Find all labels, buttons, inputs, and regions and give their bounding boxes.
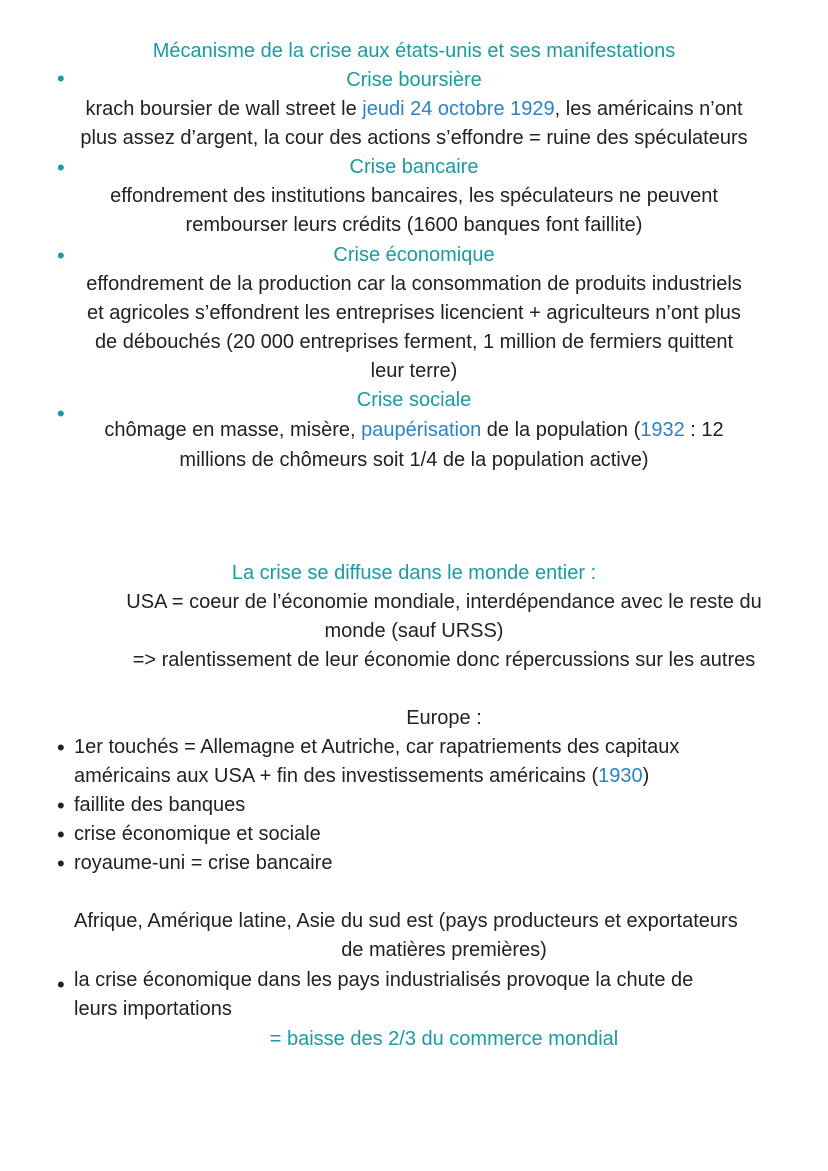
europe-heading: Europe : xyxy=(406,707,482,729)
bullet-dot: • xyxy=(57,793,65,818)
bullet-dot: • xyxy=(57,972,65,997)
section-heading-boursiere: Crise boursière xyxy=(346,69,482,91)
diffusion-text: monde (sauf URSS) xyxy=(324,620,504,642)
europe-bullet-text: crise économique et sociale xyxy=(74,823,321,845)
year-highlight: 1932 xyxy=(640,419,685,441)
europe-bullet-text: faillite des banques xyxy=(74,794,246,816)
section-text: effondrement des institutions bancaires, les spéculateurs ne peuvent xyxy=(110,185,718,207)
date-highlight: jeudi 24 octobre 1929 xyxy=(362,98,555,120)
section-text: et agricoles s’effondrent les entreprises licencient + agriculteurs n’ont plus xyxy=(87,302,741,324)
bullet-dot: • xyxy=(57,822,65,847)
year-highlight: 1930 xyxy=(598,765,643,787)
diffusion-text: USA = coeur de l’économie mondiale, interdépendance avec le reste du xyxy=(126,591,762,613)
section-text: leur terre) xyxy=(370,360,458,382)
page-title: Mécanisme de la crise aux états-unis et ses manifestations xyxy=(152,40,676,62)
bullet-dot: • xyxy=(57,401,65,426)
bullet-dot: • xyxy=(57,155,65,180)
others-bullet-text: leurs importations xyxy=(74,998,232,1020)
others-text: de matières premières) xyxy=(341,939,547,961)
others-bullet-text: la crise économique dans les pays industrialisés provoque la chute de xyxy=(74,969,694,991)
bullet-dot: • xyxy=(57,66,65,91)
europe-bullet-text: royaume-uni = crise bancaire xyxy=(74,852,333,874)
term-highlight: paupérisation xyxy=(361,419,482,441)
bullet-dot: • xyxy=(57,851,65,876)
europe-bullet-text: américains aux USA + fin des investissements américains (1930) xyxy=(74,765,650,787)
others-text: Afrique, Amérique latine, Asie du sud est (pays producteurs et exportateurs xyxy=(74,910,738,932)
section-heading-economique: Crise économique xyxy=(333,244,495,266)
bullet-dot: • xyxy=(57,243,65,268)
section-text: de débouchés (20 000 entreprises ferment, 1 million de fermiers quittent xyxy=(94,331,734,353)
diffusion-text: => ralentissement de leur économie donc répercussions sur les autres xyxy=(132,649,756,671)
section-heading-sociale: Crise sociale xyxy=(356,389,472,411)
diffusion-heading: La crise se diffuse dans le monde entier : xyxy=(231,562,597,584)
section-text: plus assez d’argent, la cour des actions s’effondre = ruine des spéculateurs xyxy=(80,127,748,149)
section-text: rembourser leurs crédits (1600 banques font faillite) xyxy=(185,214,643,236)
section-text: millions de chômeurs soit 1/4 de la population active) xyxy=(179,449,649,471)
section-text: effondrement de la production car la consommation de produits industriels xyxy=(86,273,742,295)
conclusion-text: = baisse des 2/3 du commerce mondial xyxy=(269,1028,619,1050)
section-text: krach boursier de wall street le jeudi 24 octobre 1929, les américains n’ont xyxy=(85,98,743,120)
section-text: chômage en masse, misère, paupérisation de la population (1932 : 12 xyxy=(104,419,724,441)
section-heading-bancaire: Crise bancaire xyxy=(349,156,479,178)
bullet-dot: • xyxy=(57,735,65,760)
europe-bullet-text: 1er touchés = Allemagne et Autriche, car rapatriements des capitaux xyxy=(74,736,680,758)
